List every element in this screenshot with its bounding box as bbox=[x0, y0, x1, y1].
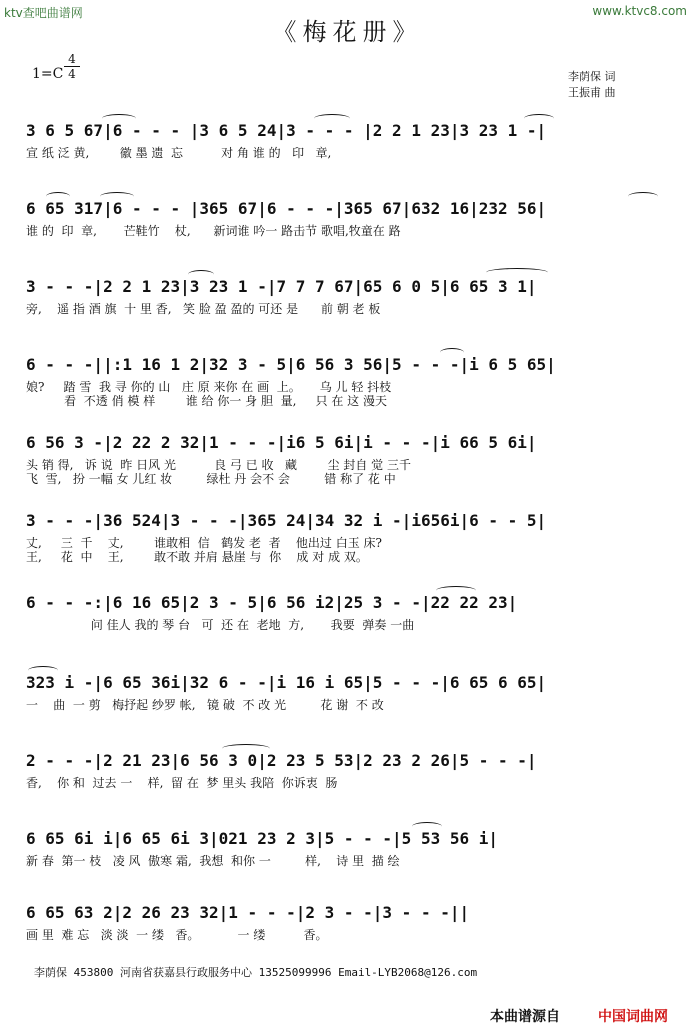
time-signature bbox=[64, 52, 80, 81]
lyrics: 新 春 第一 枝 凌 风 傲寒 霜, 我想 和你 一 样, 诗 里 描 绘 bbox=[26, 854, 400, 868]
lyrics: 一 曲 一 剪 梅抒起 纱罗 帐, 镜 破 不 改 光 花 谢 不 改 bbox=[26, 698, 384, 712]
slur-mark bbox=[412, 822, 442, 831]
lyrics: 丈, 三 千 丈, 谁敢相 信 鹤发 老 者 他出过 白玉 床? 王, 花 中 王, 敢不敢 并肩 悬崖 与 你 成 对 成 双。 bbox=[26, 536, 382, 564]
staff-line-5 bbox=[26, 428, 666, 490]
slur-mark bbox=[440, 348, 464, 357]
lyrics: 头 销 得, 诉 说 昨 日风 光 良 弓 已 收 藏 尘 封自 觉 三千 飞 雪, 扮 一幅 女 儿红 妆 绿杜 丹 会不 会 错 称了 花 中 bbox=[26, 458, 411, 486]
contact-info: 李荫保 453800 河南省获嘉县行政服务中心 13525099996 Email-LYB2068@126.com bbox=[34, 966, 478, 979]
lyrics: 谁 的 印 章, 芒鞋竹 杖, 新词谁 吟一 路击节 歌唱,牧童在 路 bbox=[26, 224, 401, 238]
notation: 6 65 6i i|6 65 6i 3|021 23 2 3|5 - - -|5 53 56 i| bbox=[26, 829, 499, 848]
slur-mark bbox=[188, 270, 214, 279]
slur-mark bbox=[28, 666, 58, 675]
staff-line-3 bbox=[26, 272, 666, 334]
notation: 3 - - -|2 2 1 23|3 23 1 -|7 7 7 67|65 6 0 5|6 65 3 1| bbox=[26, 277, 537, 296]
notation: 6 - - -||:1 16 1 2|32 3 - 5|6 56 3 56|5 - - -|i 6 5 65| bbox=[26, 355, 556, 374]
notation: 6 - - -:|6 16 65|2 3 - 5|6 56 i2|25 3 - -|22 22 23| bbox=[26, 593, 518, 612]
slur-mark bbox=[524, 114, 554, 123]
notation: 6 56 3 -|2 22 2 32|1 - - -|i6 5 6i|i - - -|i 66 5 6i| bbox=[26, 433, 537, 452]
lyrics: 问 佳人 我的 琴 台 可 还 在 老地 方, 我要 弹奏 一曲 bbox=[26, 618, 415, 632]
notation: 2 - - -|2 21 23|6 56 3 0|2 23 5 53|2 23 2 26|5 - - -| bbox=[26, 751, 537, 770]
staff-line-4 bbox=[26, 350, 666, 412]
meter-bottom: 4 bbox=[68, 67, 76, 81]
lyricist-credit: 李荫保 词 bbox=[568, 70, 616, 83]
slur-mark bbox=[46, 192, 70, 201]
slur-mark bbox=[314, 114, 350, 123]
lyrics: 宣 纸 泛 黄, 徽 墨 遗 忘 对 角 谁 的 印 章, bbox=[26, 146, 332, 160]
staff-line-6 bbox=[26, 506, 666, 568]
staff-line-11 bbox=[26, 898, 666, 960]
lyrics: 旁, 遥 指 酒 旗 十 里 香, 笑 脸 盈 盈的 可还 是 前 朝 老 板 bbox=[26, 302, 381, 316]
slur-mark bbox=[102, 114, 136, 123]
notation: 3 - - -|36 524|3 - - -|365 24|34 32 i -|i656i|6 - - 5| bbox=[26, 511, 547, 530]
lyrics: 香, 你 和 过去 一 样, 留 在 梦 里头 我陪 你诉衷 肠 bbox=[26, 776, 338, 790]
staff-line-9 bbox=[26, 746, 666, 808]
slur-mark bbox=[486, 268, 548, 277]
lyrics: 画 里 难 忘 淡 淡 一 缕 香。 一 缕 香。 bbox=[26, 928, 328, 942]
key-signature: 1=C bbox=[32, 66, 64, 82]
source-label: 本曲谱源自 bbox=[490, 1009, 560, 1025]
site-watermark-right: www.ktvc8.com bbox=[592, 4, 687, 18]
notation: 3 6 5 67|6 - - - |3 6 5 24|3 - - - |2 2 1 23|3 23 1 -| bbox=[26, 121, 547, 140]
site-watermark-left: ktv查吧曲谱网 bbox=[4, 6, 83, 20]
staff-line-2 bbox=[26, 194, 666, 256]
staff-line-1 bbox=[26, 116, 666, 178]
slur-mark bbox=[100, 192, 134, 201]
notation: 6 65 63 2|2 26 23 32|1 - - -|2 3 - -|3 - - -|| bbox=[26, 903, 470, 922]
slur-mark bbox=[222, 744, 270, 753]
lyrics: 娘? 踏 雪 我 寻 你的 山 庄 原 来你 在 画 上。 乌 儿 轻 抖枝 看 不透 俏 模 样 谁 给 你一 身 胆 量, 只 在 这 漫天 bbox=[26, 380, 392, 408]
slur-mark bbox=[628, 192, 658, 201]
notation: 6 65 317|6 - - - |365 67|6 - - -|365 67|632 16|232 56| bbox=[26, 199, 547, 218]
staff-line-7 bbox=[26, 588, 666, 650]
source-site-link[interactable]: 中国词曲网 bbox=[598, 1009, 668, 1025]
song-title: 《梅花册》 bbox=[272, 18, 423, 46]
staff-line-8 bbox=[26, 668, 666, 730]
staff-line-10 bbox=[26, 824, 666, 886]
meter-top: 4 bbox=[68, 52, 76, 66]
notation: 323 i -|6 65 36i|32 6 - -|i 16 i 65|5 - - -|6 65 6 65| bbox=[26, 673, 547, 692]
composer-credit: 王振甫 曲 bbox=[568, 86, 616, 99]
slur-mark bbox=[436, 586, 476, 595]
